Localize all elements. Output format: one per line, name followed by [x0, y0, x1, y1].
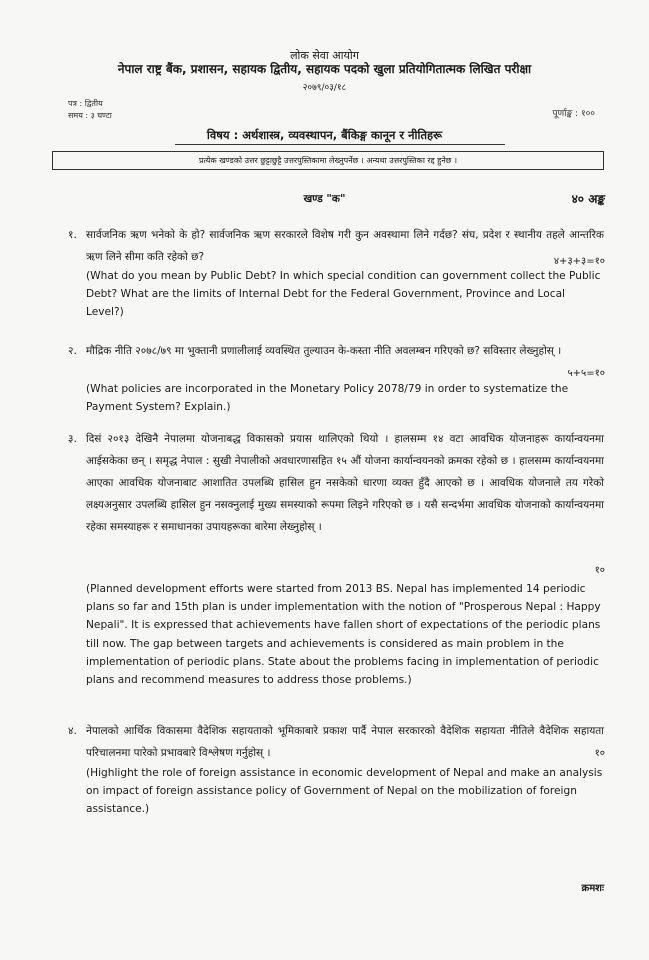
question-nepali: दिसं २०१३ देखिनै नेपालमा योजनाबद्ध विकासको प्रयास थालिएको थियो । हालसम्म १४ वटा आवधिक योजनाहरू कार्यान्वयनमा आईसकेका छन् । समृद्ध नेपाल : सुखी नेपालीको अवधारणासहित १५ औं योजना कार्यान्वयनको क्रमका रहेको छ । हालसम्म कार्यान्वयनमा आएका आवधिक योजनाबाट आशातित उपलब्धि हासिल हुन नसकेको धारणा व्यक्त हुँदै आएको छ । आवधिक योजनाले तय गरेको लक्ष्यअनुसार उपलब्धि हासिल हुन नसक्नुलाई मुख्य समस्याको रूपमा लिइने गरिएको छ । यसै सन्दर्भमा आवधिक योजनाको कार्यान्वयनमा रहेका समस्याहरू र समाधानका उपायहरूका बारेमा लेख्नुहोस् ।	[86, 433, 604, 533]
question-english: (Planned development efforts were started from 2013 BS. Nepal has implemented 14 periodic plans so far and 15th plan is under implementation with the notion of "Prosperous Nepal : Happy Nepali". It is expressed that achievements have fallen short of expectations of the periodic plans till now. The gap between targets and achievements is considered as main problem in the implementation of periodic plans. State about the problems facing in implementation of periodic plans and recommend measures to address those problems.)	[86, 583, 601, 687]
question-english: (What do you mean by Public Debt? In which special condition can government collect the Public Debt? What are the limits of Internal Debt for the Federal Government, Province and Local Level?)	[86, 270, 601, 319]
question-nepali: नेपालको आर्थिक विकासमा वैदेशिक सहायताको भूमिकाबारे प्रकाश पार्दै नेपाल सरकारको वैदेशिक सहायता नीतिले वैदेशिक सहायता परिचालनमा पारेको प्रभावबारे विश्लेषण गर्नुहोस् ।	[86, 725, 604, 759]
continued-label: क्रमशः	[581, 883, 604, 894]
question-number: ४.	[68, 725, 77, 737]
question-nepali: मौद्रिक नीति २०७८/७९ मा भुक्तानी प्रणालीलाई व्यवस्थित तुल्याउन के-कस्ता नीति अवलम्बन गरिएको छ? सविस्तार लेख्नुहोस् ।	[86, 345, 562, 357]
question-english: (What policies are incorporated in the Monetary Policy 2078/79 in order to systematize the Payment System? Explain.)	[86, 383, 569, 414]
question-marks: ४+३+३=१०	[553, 256, 605, 267]
section-marks: ४० अङ्क	[571, 192, 605, 206]
section-title: खण्ड "क"	[303, 193, 346, 205]
instruction-box: प्रत्येक खण्डको उत्तर छुट्टाछुट्टै उत्तरपुस्तिकामा लेख्नुपर्नेछ । अन्यथा उत्तरपुस्तिका रद्द हुनेछ ।	[52, 151, 604, 170]
question-marks: १०	[594, 748, 605, 759]
question-nepali: सार्वजनिक ऋण भनेको के हो? सार्वजनिक ऋण सरकारले विशेष गरी कुन अवस्थामा लिने गर्दछ? संघ, प्रदेश र स्थानीय तहले आन्तरिक ऋण लिने सीमा कति रहेको छ?	[86, 229, 604, 263]
question-marks: ५+५=१०	[567, 368, 605, 379]
paper-label: पत्र : द्वितीय	[68, 99, 103, 108]
subject-underline	[175, 144, 505, 145]
full-marks: पूर्णाङ्क : १००	[552, 109, 595, 119]
question-number: ३.	[68, 433, 77, 445]
question-number: १.	[68, 229, 77, 241]
subject-title: विषय : अर्थशास्त्र, व्यवस्थापन, बैंकिङ्ग कानून र नीतिहरू	[206, 128, 443, 142]
time-label: समय : ३ घण्टा	[68, 111, 112, 120]
question-marks: १०	[594, 565, 605, 576]
exam-date: २०७९/०३/१८	[302, 83, 347, 93]
question-number: २.	[68, 345, 77, 357]
question-english: (Highlight the role of foreign assistance in economic development of Nepal and make an analysis on impact of foreign assistance policy of Government of Nepal on the mobilization of foreign assistance.)	[86, 767, 603, 816]
exam-title: नेपाल राष्ट्र बैंक, प्रशासन, सहायक द्वितीय, सहायक पदको खुला प्रतियोगितात्मक लिखित परीक्षा	[117, 62, 532, 76]
commission-name: लोक सेवा आयोग	[290, 49, 359, 62]
